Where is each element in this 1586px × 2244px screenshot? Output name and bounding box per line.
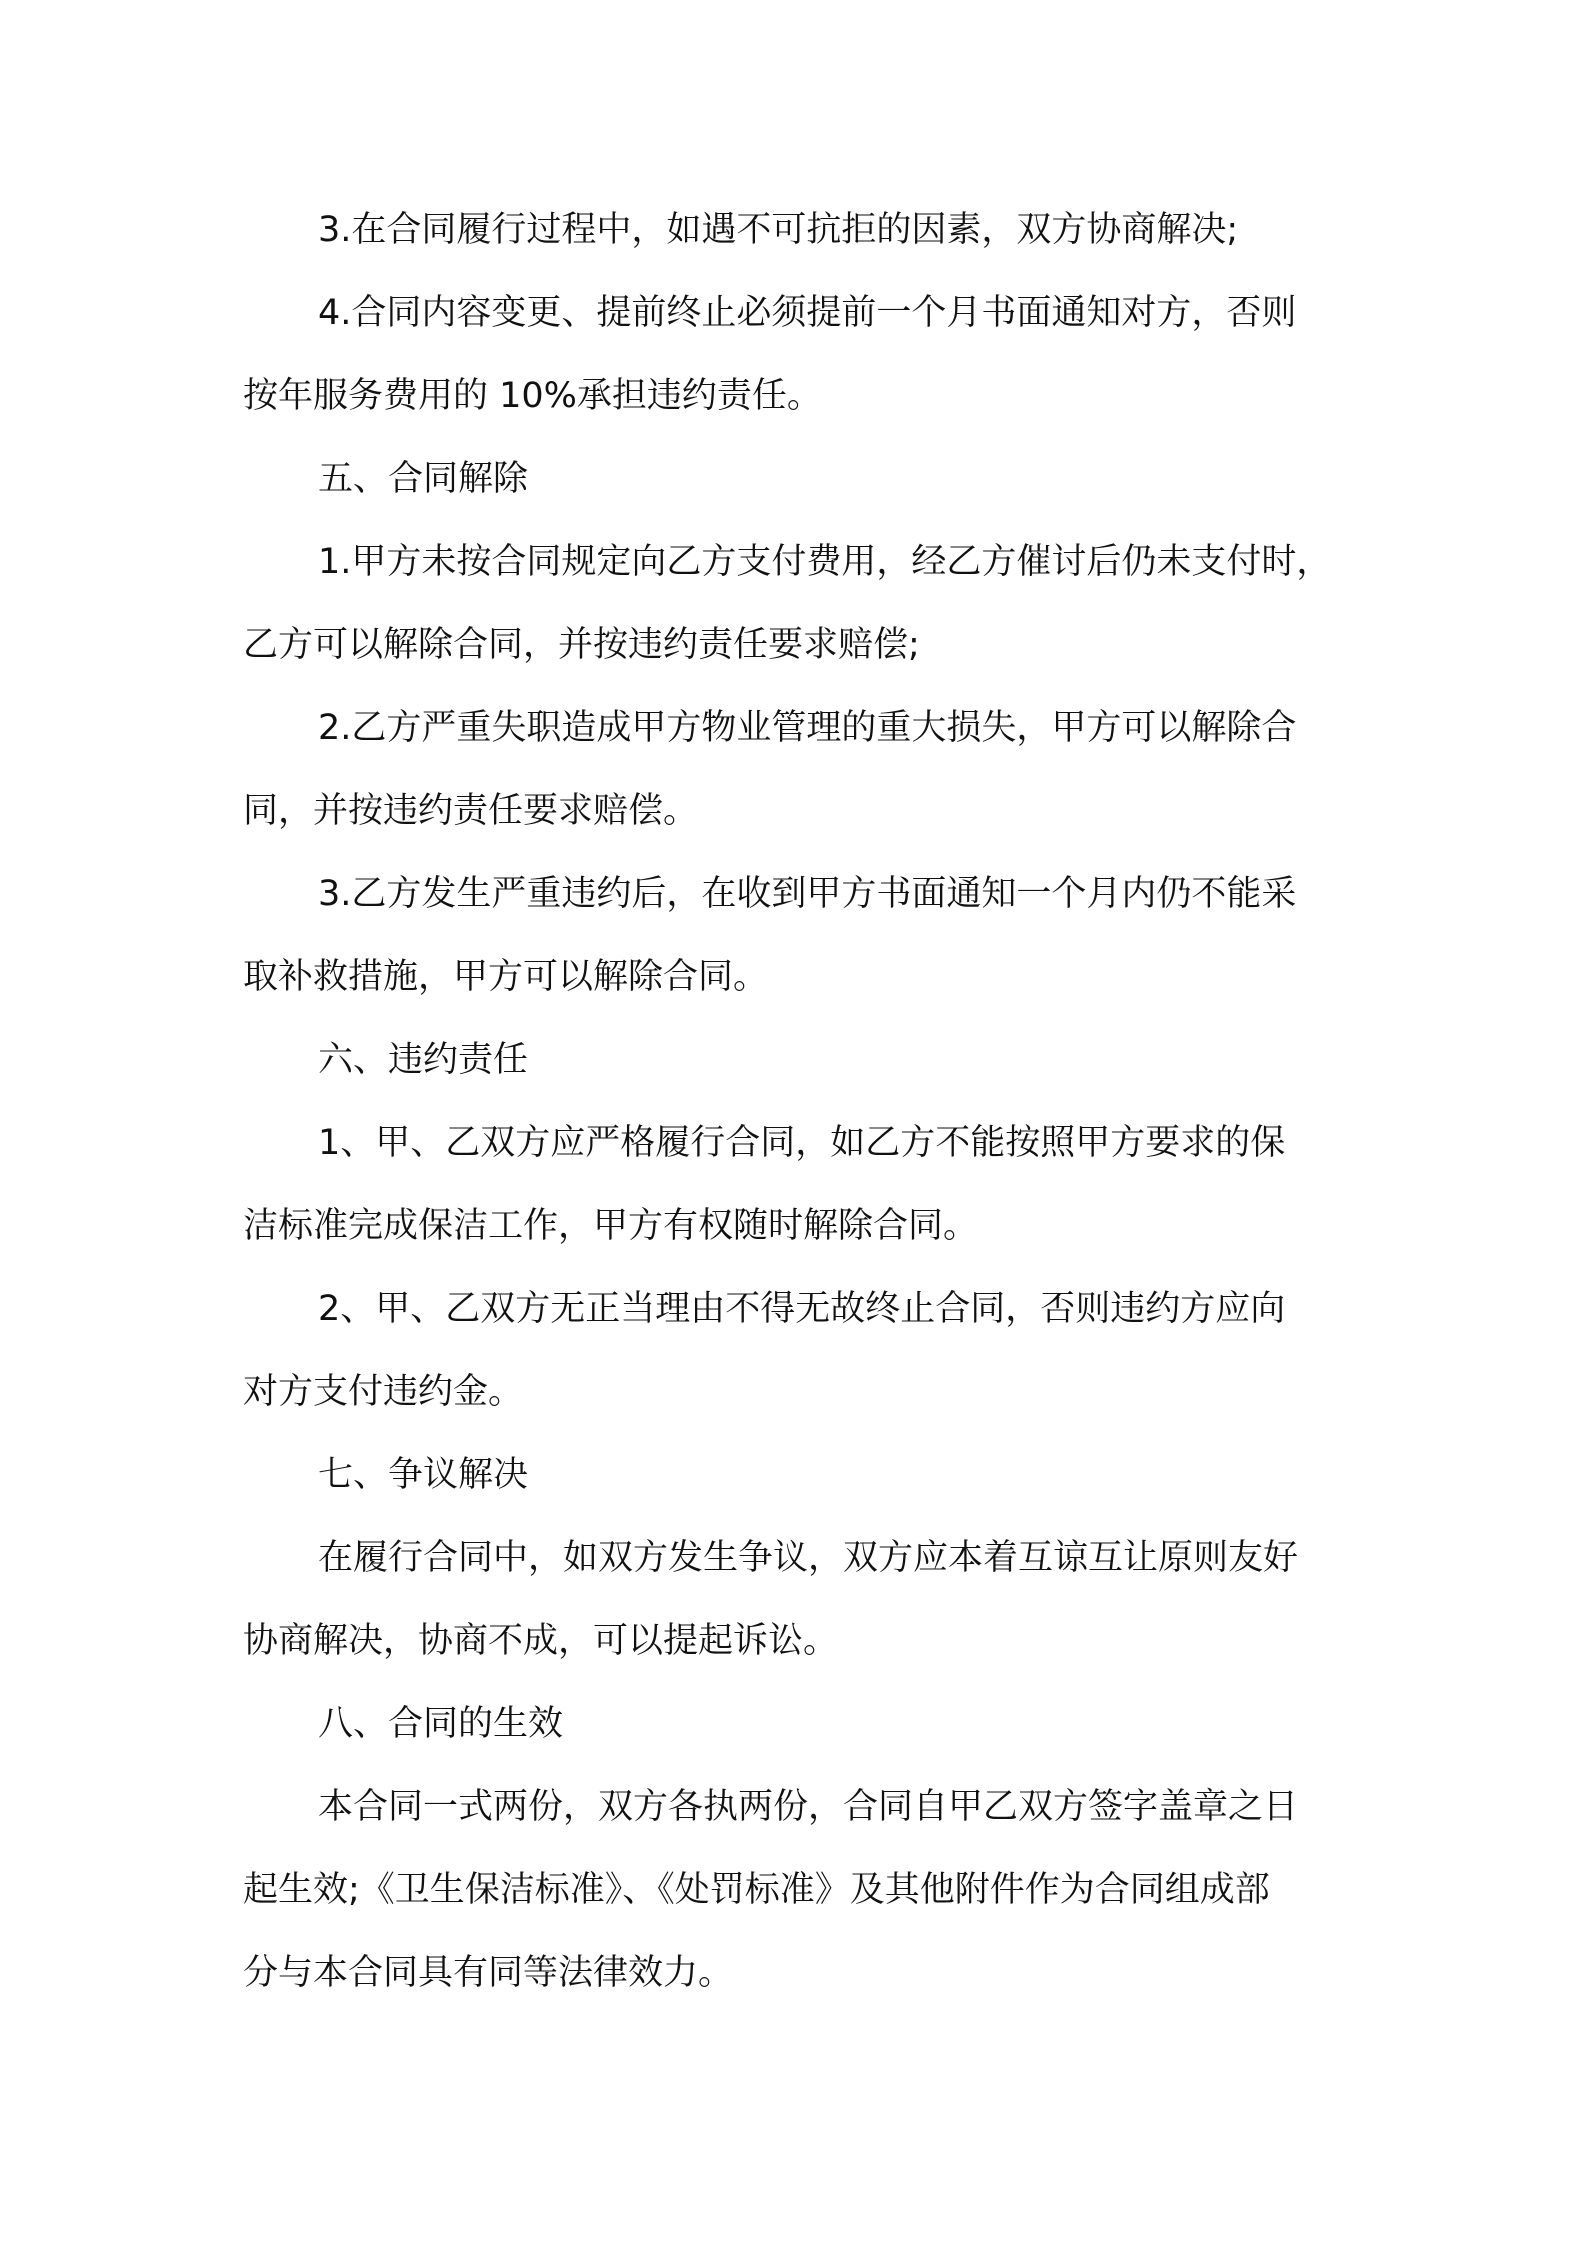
- section-heading: 八、合同的生效: [318, 1704, 564, 1744]
- paragraph-line: 乙方可以解除合同，并按违约责任要求赔偿;: [243, 625, 920, 665]
- section-heading: 五、合同解除: [318, 459, 529, 499]
- paragraph-line: 1.甲方未按合同规定向乙方支付费用，经乙方催讨后仍未支付时，: [318, 542, 1332, 582]
- paragraph-line: 4.合同内容变更、提前终止必须提前一个月书面通知对方，否则: [318, 293, 1297, 333]
- section-heading: 七、争议解决: [318, 1455, 529, 1495]
- paragraph-line: 3.在合同履行过程中，如遇不可抗拒的因素，双方协商解决;: [318, 210, 1239, 250]
- paragraph-line: 协商解决，协商不成，可以提起诉讼。: [243, 1621, 839, 1661]
- section-heading: 六、违约责任: [318, 1040, 529, 1080]
- paragraph-line: 在履行合同中，如双方发生争议，双方应本着互谅互让原则友好: [318, 1538, 1299, 1578]
- paragraph-line: 3.乙方发生严重违约后，在收到甲方书面通知一个月内仍不能采: [318, 874, 1297, 914]
- paragraph-line: 取补救措施，甲方可以解除合同。: [243, 957, 769, 997]
- paragraph-line: 起生效;《卫生保洁标准》、《处罚标准》及其他附件作为合同组成部: [243, 1870, 1270, 1910]
- paragraph-line: 2、甲、乙双方无正当理由不得无故终止合同，否则违约方应向: [318, 1289, 1286, 1329]
- paragraph-line: 按年服务费用的 10%承担违约责任。: [243, 376, 822, 416]
- paragraph-line: 洁标准完成保洁工作，甲方有权随时解除合同。: [243, 1206, 979, 1246]
- paragraph-line: 同，并按违约责任要求赔偿。: [243, 791, 699, 831]
- paragraph-line: 本合同一式两份，双方各执两份，合同自甲乙双方签字盖章之日: [318, 1787, 1299, 1827]
- paragraph-line: 1、甲、乙双方应严格履行合同，如乙方不能按照甲方要求的保: [318, 1123, 1286, 1163]
- paragraph-line: 对方支付违约金。: [243, 1372, 524, 1412]
- paragraph-line: 分与本合同具有同等法律效力。: [243, 1953, 734, 1993]
- paragraph-line: 2.乙方严重失职造成甲方物业管理的重大损失，甲方可以解除合: [318, 708, 1297, 748]
